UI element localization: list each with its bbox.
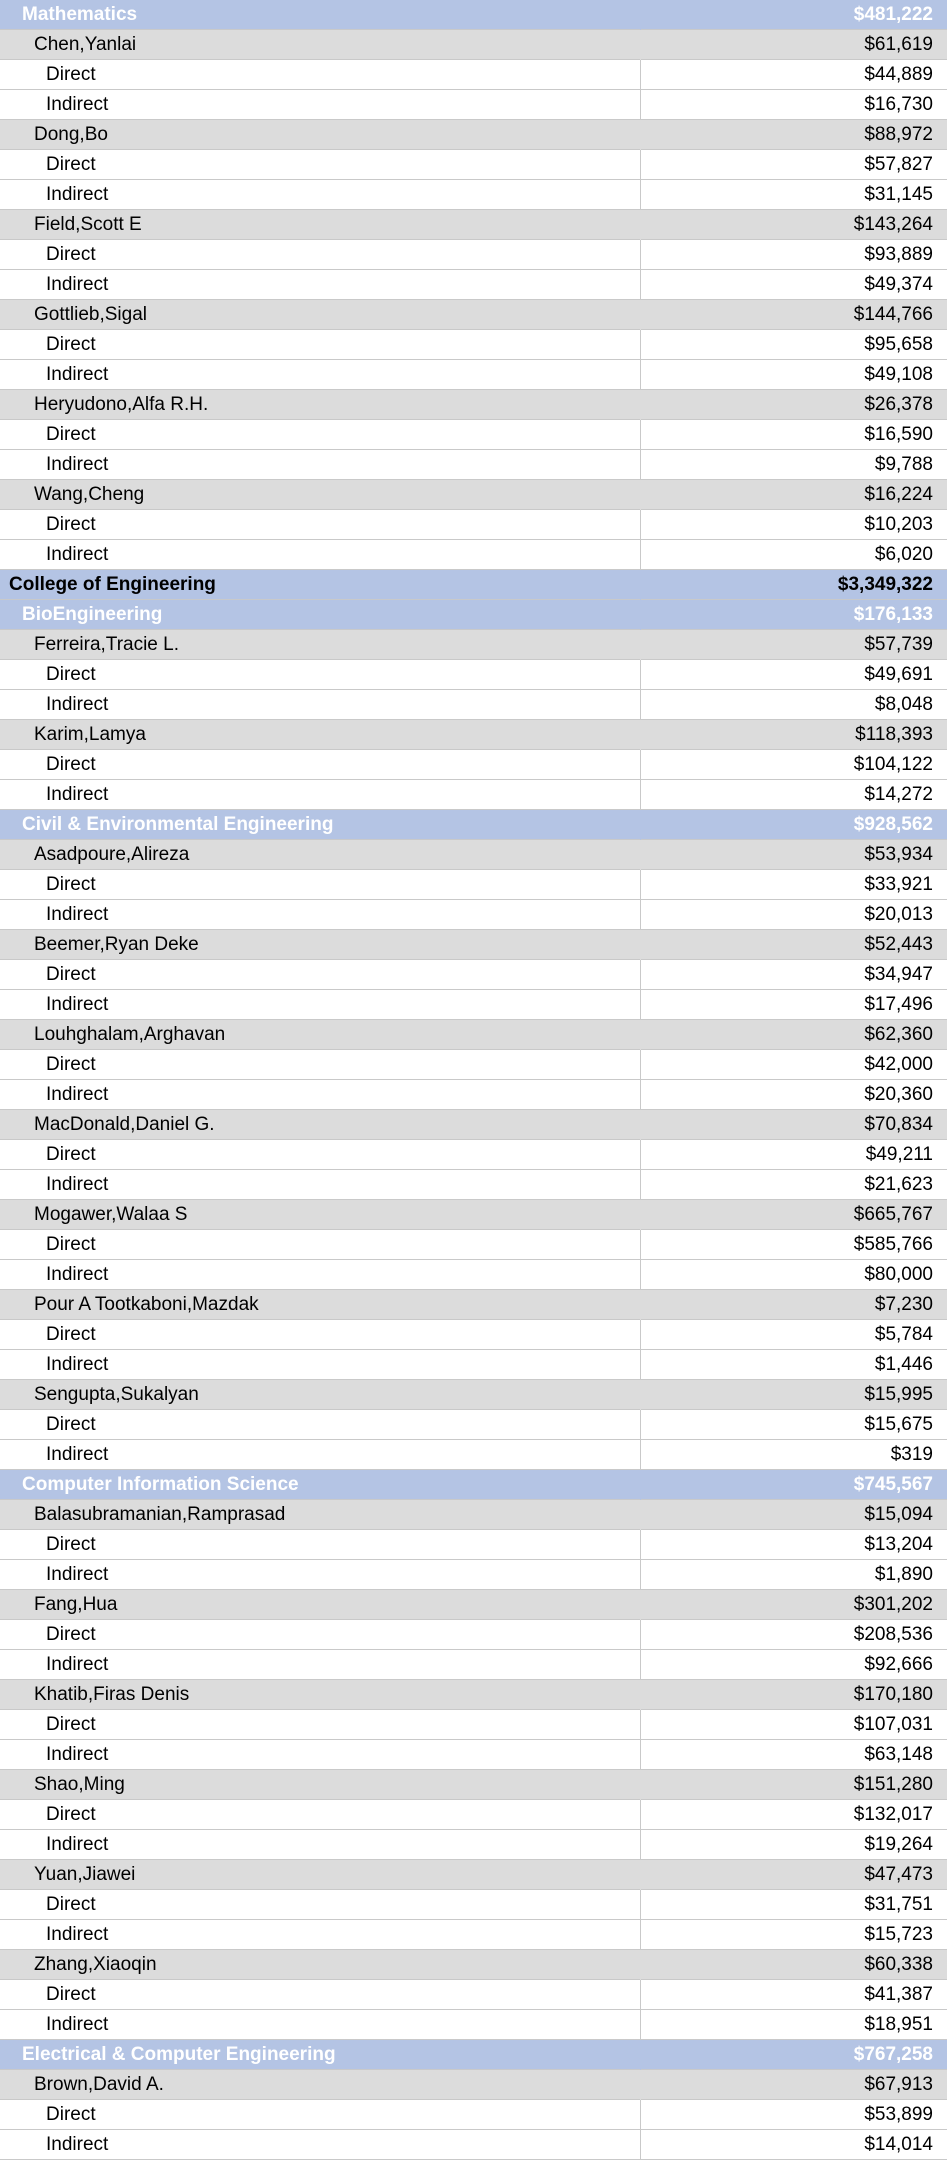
row-label: Indirect	[46, 1654, 109, 1675]
row-amount: $13,204	[864, 1534, 933, 1555]
column-divider	[640, 1110, 641, 1140]
row-amount: $41,387	[864, 1984, 933, 2005]
column-divider	[640, 900, 641, 930]
column-divider	[640, 840, 641, 870]
detail-row[interactable]	[0, 2130, 947, 2160]
column-divider	[640, 1200, 641, 1230]
column-divider	[640, 690, 641, 720]
row-label: Chen,Yanlai	[34, 34, 137, 55]
row-label: Computer Information Science	[22, 1474, 299, 1495]
department-row[interactable]	[0, 600, 947, 630]
detail-row[interactable]	[0, 1890, 947, 1920]
column-divider	[640, 630, 641, 660]
detail-row[interactable]	[0, 360, 947, 390]
row-amount: $18,951	[864, 2014, 933, 2035]
row-amount: $132,017	[853, 1804, 933, 1825]
row-label: Mogawer,Walaa S	[34, 1204, 188, 1225]
column-divider	[640, 750, 641, 780]
column-divider	[640, 240, 641, 270]
row-label: Indirect	[46, 1564, 109, 1585]
column-divider	[640, 600, 641, 630]
column-divider	[640, 1680, 641, 1710]
row-amount: $5,784	[874, 1324, 933, 1345]
row-amount: $665,767	[853, 1204, 933, 1225]
column-divider	[640, 1860, 641, 1890]
detail-row[interactable]	[0, 510, 947, 540]
row-amount: $16,730	[864, 94, 933, 115]
column-divider	[640, 480, 641, 510]
person-row[interactable]	[0, 1950, 947, 1980]
row-label: Indirect	[46, 994, 109, 1015]
row-amount: $93,889	[864, 244, 933, 265]
detail-row[interactable]	[0, 330, 947, 360]
column-divider	[640, 420, 641, 450]
column-divider	[640, 720, 641, 750]
row-amount: $60,338	[864, 1954, 933, 1975]
column-divider	[640, 1980, 641, 2010]
person-row[interactable]	[0, 1020, 947, 1050]
row-label: College of Engineering	[9, 574, 216, 595]
row-label: Indirect	[46, 1834, 109, 1855]
detail-row[interactable]	[0, 2100, 947, 2130]
row-amount: $144,766	[853, 304, 933, 325]
column-divider	[640, 1800, 641, 1830]
row-amount: $928,562	[853, 814, 933, 835]
row-label: Direct	[46, 1234, 96, 1255]
column-divider	[640, 1650, 641, 1680]
column-divider	[640, 1080, 641, 1110]
row-label: Direct	[46, 1054, 96, 1075]
detail-row[interactable]	[0, 1710, 947, 1740]
row-amount: $49,108	[864, 364, 933, 385]
person-row[interactable]	[0, 1860, 947, 1890]
column-divider	[640, 1620, 641, 1650]
row-label: Direct	[46, 1414, 96, 1435]
row-amount: $53,899	[864, 2104, 933, 2125]
detail-row[interactable]	[0, 1050, 947, 1080]
row-amount: $176,133	[853, 604, 933, 625]
column-divider	[640, 1500, 641, 1530]
person-row[interactable]	[0, 1200, 947, 1230]
person-row[interactable]	[0, 390, 947, 420]
row-amount: $208,536	[853, 1624, 933, 1645]
column-divider	[640, 1290, 641, 1320]
row-label: Indirect	[46, 454, 109, 475]
detail-row[interactable]	[0, 1260, 947, 1290]
row-amount: $9,788	[874, 454, 933, 475]
detail-row[interactable]	[0, 540, 947, 570]
detail-row[interactable]	[0, 870, 947, 900]
row-label: Indirect	[46, 1174, 109, 1195]
row-label: Direct	[46, 1534, 96, 1555]
column-divider	[640, 1140, 641, 1170]
row-label: Yuan,Jiawei	[34, 1864, 136, 1885]
row-amount: $118,393	[855, 724, 933, 745]
row-label: Indirect	[46, 364, 109, 385]
row-label: Shao,Ming	[34, 1774, 125, 1795]
row-amount: $53,934	[864, 844, 933, 865]
column-divider	[640, 1530, 641, 1560]
person-row[interactable]	[0, 1110, 947, 1140]
row-amount: $6,020	[874, 544, 933, 565]
row-label: Indirect	[46, 694, 109, 715]
row-label: Electrical & Computer Engineering	[22, 2044, 336, 2065]
column-divider	[640, 180, 641, 210]
column-divider	[640, 2100, 641, 2130]
row-label: Beemer,Ryan Deke	[34, 934, 199, 955]
row-label: Louhghalam,Arghavan	[34, 1024, 226, 1045]
row-amount: $767,258	[853, 2044, 933, 2065]
detail-row[interactable]	[0, 1620, 947, 1650]
row-amount: $104,122	[853, 754, 933, 775]
detail-row[interactable]	[0, 1980, 947, 2010]
row-label: Direct	[46, 1324, 96, 1345]
column-divider	[640, 330, 641, 360]
row-amount: $42,000	[864, 1054, 933, 1075]
column-divider	[640, 1020, 641, 1050]
row-amount: $92,666	[864, 1654, 933, 1675]
row-amount: $49,211	[865, 1144, 933, 1165]
row-amount: $143,264	[853, 214, 933, 235]
row-amount: $17,496	[864, 994, 933, 1015]
row-label: Indirect	[46, 274, 109, 295]
person-row[interactable]	[0, 120, 947, 150]
row-amount: $21,623	[864, 1174, 933, 1195]
detail-row[interactable]	[0, 420, 947, 450]
column-divider	[640, 660, 641, 690]
person-row[interactable]	[0, 840, 947, 870]
column-divider	[640, 150, 641, 180]
column-divider	[640, 1380, 641, 1410]
detail-row[interactable]	[0, 60, 947, 90]
column-divider	[640, 390, 641, 420]
row-label: Brown,David A.	[34, 2074, 164, 2095]
row-label: Indirect	[46, 94, 109, 115]
row-label: Direct	[46, 754, 96, 775]
row-label: Direct	[46, 964, 96, 985]
row-label: Indirect	[46, 184, 109, 205]
row-label: Sengupta,Sukalyan	[34, 1384, 199, 1405]
row-label: Direct	[46, 64, 96, 85]
row-amount: $10,203	[864, 514, 933, 535]
row-label: Mathematics	[22, 4, 138, 25]
person-row[interactable]	[0, 480, 947, 510]
row-label: BioEngineering	[22, 604, 163, 625]
row-amount: $15,995	[864, 1384, 933, 1405]
column-divider	[640, 1830, 641, 1860]
column-divider	[640, 1740, 641, 1770]
column-divider	[640, 810, 641, 840]
row-label: Karim,Lamya	[34, 724, 146, 745]
column-divider	[640, 1710, 641, 1740]
row-amount: $481,222	[853, 4, 933, 25]
college-row[interactable]	[0, 570, 947, 600]
detail-row[interactable]	[0, 90, 947, 120]
row-label: Gottlieb,Sigal	[34, 304, 148, 325]
column-divider	[640, 570, 641, 600]
column-divider	[640, 1890, 641, 1920]
detail-row[interactable]	[0, 1350, 947, 1380]
column-divider	[640, 0, 641, 30]
row-label: Direct	[46, 1984, 96, 2005]
row-amount: $33,921	[864, 874, 933, 895]
column-divider	[640, 120, 641, 150]
row-label: Direct	[46, 1894, 96, 1915]
row-label: Indirect	[46, 1444, 109, 1465]
row-amount: $16,590	[864, 424, 933, 445]
row-amount: $3,349,322	[837, 574, 933, 595]
detail-row[interactable]	[0, 780, 947, 810]
person-row[interactable]	[0, 300, 947, 330]
person-row[interactable]	[0, 1770, 947, 1800]
detail-row[interactable]	[0, 180, 947, 210]
column-divider	[640, 210, 641, 240]
detail-row[interactable]	[0, 240, 947, 270]
row-label: Indirect	[46, 1924, 109, 1945]
column-divider	[640, 90, 641, 120]
column-divider	[640, 780, 641, 810]
detail-row[interactable]	[0, 750, 947, 780]
column-divider	[640, 510, 641, 540]
row-amount: $585,766	[853, 1234, 933, 1255]
row-amount: $151,280	[853, 1774, 933, 1795]
detail-row[interactable]	[0, 1230, 947, 1260]
column-divider	[640, 1470, 641, 1500]
row-amount: $49,374	[864, 274, 933, 295]
column-divider	[640, 1170, 641, 1200]
detail-row[interactable]	[0, 1440, 947, 1470]
detail-row[interactable]	[0, 450, 947, 480]
detail-row[interactable]	[0, 900, 947, 930]
column-divider	[640, 870, 641, 900]
row-label: Indirect	[46, 2134, 109, 2155]
detail-row[interactable]	[0, 1740, 947, 1770]
row-label: Direct	[46, 874, 96, 895]
detail-row[interactable]	[0, 990, 947, 1020]
row-amount: $49,691	[864, 664, 933, 685]
row-amount: $20,360	[864, 1084, 933, 1105]
column-divider	[640, 1920, 641, 1950]
column-divider	[640, 1590, 641, 1620]
row-label: Indirect	[46, 784, 109, 805]
row-amount: $61,619	[864, 34, 933, 55]
column-divider	[640, 360, 641, 390]
row-amount: $70,834	[864, 1114, 933, 1135]
row-label: Direct	[46, 424, 96, 445]
column-divider	[640, 960, 641, 990]
row-label: Indirect	[46, 1744, 109, 1765]
column-divider	[640, 1260, 641, 1290]
row-amount: $15,094	[864, 1504, 933, 1525]
column-divider	[640, 1410, 641, 1440]
row-label: Balasubramanian,Ramprasad	[34, 1504, 286, 1525]
row-amount: $67,913	[864, 2074, 933, 2095]
row-label: Direct	[46, 1804, 96, 1825]
detail-row[interactable]	[0, 2010, 947, 2040]
row-amount: $15,675	[864, 1414, 933, 1435]
column-divider	[640, 990, 641, 1020]
department-row[interactable]	[0, 0, 947, 30]
row-label: Indirect	[46, 2014, 109, 2035]
column-divider	[640, 450, 641, 480]
detail-row[interactable]	[0, 1560, 947, 1590]
row-amount: $1,890	[874, 1564, 933, 1585]
person-row[interactable]	[0, 630, 947, 660]
person-row[interactable]	[0, 930, 947, 960]
detail-row[interactable]	[0, 960, 947, 990]
row-amount: $34,947	[864, 964, 933, 985]
row-label: Indirect	[46, 544, 109, 565]
row-label: Direct	[46, 244, 96, 265]
row-label: MacDonald,Daniel G.	[34, 1114, 215, 1135]
department-row[interactable]	[0, 2040, 947, 2070]
row-amount: $14,272	[864, 784, 933, 805]
detail-row[interactable]	[0, 270, 947, 300]
column-divider	[640, 1320, 641, 1350]
column-divider	[640, 1950, 641, 1980]
person-row[interactable]	[0, 1680, 947, 1710]
row-label: Direct	[46, 1624, 96, 1645]
column-divider	[640, 300, 641, 330]
column-divider	[640, 2130, 641, 2160]
row-label: Zhang,Xiaoqin	[34, 1954, 157, 1975]
detail-row[interactable]	[0, 1320, 947, 1350]
detail-row[interactable]	[0, 1080, 947, 1110]
detail-row[interactable]	[0, 1140, 947, 1170]
row-label: Direct	[46, 1144, 96, 1165]
column-divider	[640, 270, 641, 300]
column-divider	[640, 1560, 641, 1590]
row-amount: $8,048	[874, 694, 933, 715]
row-amount: $170,180	[853, 1684, 933, 1705]
row-label: Fang,Hua	[34, 1594, 118, 1615]
person-row[interactable]	[0, 1290, 947, 1320]
row-label: Civil & Environmental Engineering	[22, 814, 334, 835]
row-label: Khatib,Firas Denis	[34, 1684, 190, 1705]
person-row[interactable]	[0, 2070, 947, 2100]
detail-row[interactable]	[0, 1800, 947, 1830]
row-label: Indirect	[46, 1354, 109, 1375]
row-amount: $7,230	[874, 1294, 933, 1315]
row-amount: $44,889	[864, 64, 933, 85]
row-amount: $15,723	[864, 1924, 933, 1945]
row-label: Direct	[46, 2104, 96, 2125]
row-label: Direct	[46, 334, 96, 355]
row-amount: $31,751	[864, 1894, 933, 1915]
department-row[interactable]	[0, 1470, 947, 1500]
row-amount: $57,827	[864, 154, 933, 175]
detail-row[interactable]	[0, 660, 947, 690]
row-amount: $19,264	[864, 1834, 933, 1855]
column-divider	[640, 540, 641, 570]
detail-row[interactable]	[0, 1830, 947, 1860]
column-divider	[640, 2010, 641, 2040]
row-label: Heryudono,Alfa R.H.	[34, 394, 209, 415]
column-divider	[640, 1050, 641, 1080]
row-amount: $14,014	[864, 2134, 933, 2155]
row-amount: $319	[890, 1444, 933, 1465]
row-amount: $62,360	[864, 1024, 933, 1045]
row-amount: $80,000	[864, 1264, 933, 1285]
row-label: Direct	[46, 1714, 96, 1735]
row-amount: $16,224	[864, 484, 933, 505]
detail-row[interactable]	[0, 1170, 947, 1200]
row-amount: $20,013	[864, 904, 933, 925]
column-divider	[640, 2040, 641, 2070]
detail-row[interactable]	[0, 690, 947, 720]
row-amount: $88,972	[864, 124, 933, 145]
person-row[interactable]	[0, 30, 947, 60]
column-divider	[640, 930, 641, 960]
row-amount: $301,202	[853, 1594, 933, 1615]
row-label: Asadpoure,Alireza	[34, 844, 190, 865]
row-label: Indirect	[46, 1264, 109, 1285]
person-row[interactable]	[0, 1500, 947, 1530]
row-label: Direct	[46, 664, 96, 685]
row-amount: $52,443	[864, 934, 933, 955]
detail-row[interactable]	[0, 150, 947, 180]
row-amount: $107,031	[853, 1714, 933, 1735]
row-amount: $95,658	[864, 334, 933, 355]
row-amount: $745,567	[853, 1474, 933, 1495]
row-amount: $63,148	[864, 1744, 933, 1765]
detail-row[interactable]	[0, 1920, 947, 1950]
row-amount: $26,378	[864, 394, 933, 415]
row-amount: $31,145	[864, 184, 933, 205]
row-amount: $57,739	[864, 634, 933, 655]
row-label: Wang,Cheng	[34, 484, 145, 505]
detail-row[interactable]	[0, 1650, 947, 1680]
row-label: Indirect	[46, 1084, 109, 1105]
detail-row[interactable]	[0, 1530, 947, 1560]
column-divider	[640, 1230, 641, 1260]
person-row[interactable]	[0, 720, 947, 750]
row-label: Direct	[46, 514, 96, 535]
column-divider	[640, 2070, 641, 2100]
row-label: Indirect	[46, 904, 109, 925]
row-amount: $47,473	[864, 1864, 933, 1885]
column-divider	[640, 60, 641, 90]
column-divider	[640, 1770, 641, 1800]
row-label: Pour A Tootkaboni,Mazdak	[34, 1294, 259, 1315]
column-divider	[640, 30, 641, 60]
row-label: Field,Scott E	[34, 214, 142, 235]
row-label: Direct	[46, 154, 96, 175]
row-amount: $1,446	[874, 1354, 933, 1375]
person-row[interactable]	[0, 1590, 947, 1620]
column-divider	[640, 1440, 641, 1470]
row-label: Ferreira,Tracie L.	[34, 634, 179, 655]
person-row[interactable]	[0, 210, 947, 240]
column-divider	[640, 1350, 641, 1380]
row-label: Dong,Bo	[34, 124, 108, 145]
person-row[interactable]	[0, 1380, 947, 1410]
detail-row[interactable]	[0, 1410, 947, 1440]
department-row[interactable]	[0, 810, 947, 840]
